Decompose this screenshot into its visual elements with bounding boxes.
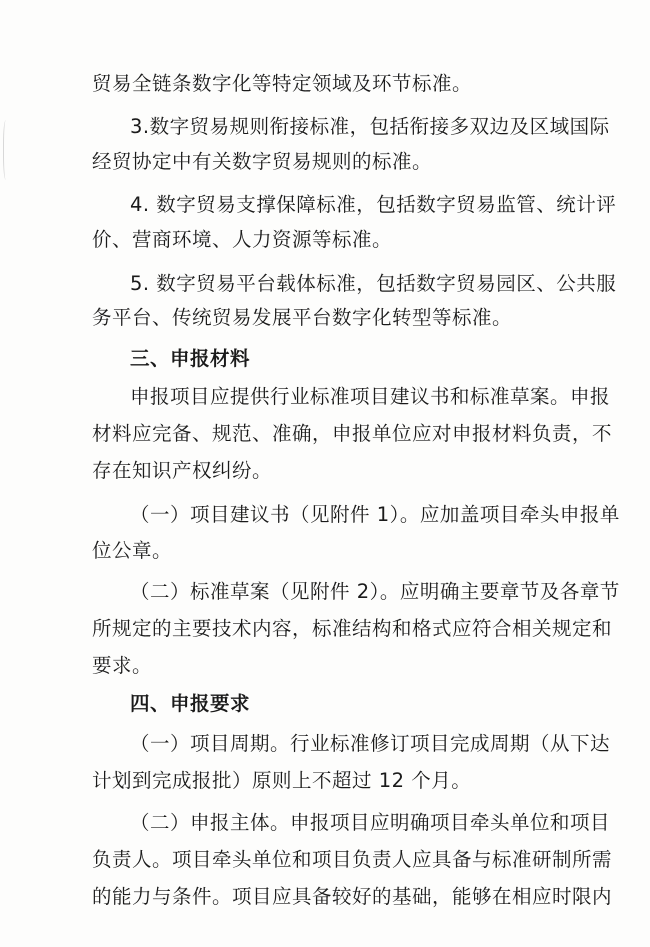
text-line: （一）项目建议书（见附件 1）。应加盖项目牵头申报单 (130, 503, 620, 526)
text-line: 4. 数字贸易支撑保障标准，包括数字贸易监管、统计评 (130, 193, 617, 216)
text-line: 位公章。 (92, 539, 173, 562)
text-line: 5. 数字贸易平台载体标准，包括数字贸易园区、公共服 (130, 272, 617, 295)
text-line: 价、营商环境、人力资源等标准。 (92, 228, 393, 251)
text-line: 存在知识产权纠纷。 (92, 459, 273, 482)
scan-edge-mark (3, 120, 10, 180)
text-line: （二）申报主体。申报项目应明确项目牵头单位和项目 (130, 811, 611, 834)
section-heading: 三、申报材料 (130, 347, 251, 370)
text-line: 材料应完备、规范、准确，申报单位应对申报材料负责，不 (92, 422, 613, 445)
text-line: （一）项目周期。行业标准修订项目完成周期（从下达 (130, 732, 611, 755)
text-line: 计划到完成报批）原则上不超过 12 个月。 (92, 769, 472, 792)
text-line: 贸易全链条数字化等特定领域及环节标准。 (92, 72, 473, 95)
text-line: 申报项目应提供行业标准项目建议书和标准草案。申报 (130, 385, 611, 408)
text-line: 要求。 (92, 654, 153, 677)
text-line: 3.数字贸易规则衔接标准，包括衔接多双边及区域国际 (130, 115, 610, 138)
text-line: 经贸协定中有关数字贸易规则的标准。 (92, 150, 433, 173)
text-line: 负责人。项目牵头单位和项目负责人应具备与标准研制所需 (92, 848, 613, 871)
text-line: 的能力与条件。项目应具备较好的基础，能够在相应时限内 (92, 885, 613, 908)
section-heading: 四、申报要求 (130, 692, 251, 715)
text-line: 务平台、传统贸易发展平台数字化转型等标准。 (92, 306, 513, 329)
text-line: 所规定的主要技术内容，标准结构和格式应符合相关规定和 (92, 617, 613, 640)
text-line: （二）标准草案（见附件 2）。应明确主要章节及各章节 (130, 580, 620, 603)
